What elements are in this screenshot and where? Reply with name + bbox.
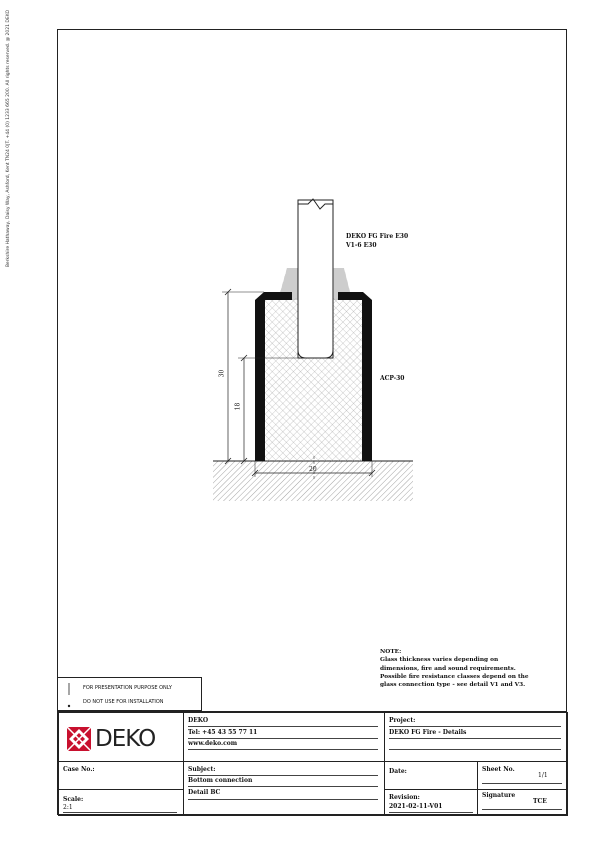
signature-cell <box>477 789 568 816</box>
copyright-side-text: Berkshire Hathaway, Daisy Way, Ashford, Kent TN24 0JT. +44 (0) 1233 665 200. All rights reserved. @ 2021 DEKO <box>6 10 11 268</box>
revision-value: 2021-02-11-V01 <box>389 803 443 810</box>
subject-value-2: Detail BC <box>188 789 221 796</box>
glass-label-2: V1-6 E30 <box>346 242 377 249</box>
project-label: Project: <box>389 717 416 724</box>
note-line-2: dimensions, fire and sound requirements. <box>380 665 516 672</box>
sheet-value: 1/1 <box>538 772 548 779</box>
scale-label: Scale: <box>63 796 84 803</box>
note-title: NOTE: <box>380 649 402 655</box>
glass-bottom <box>298 350 333 358</box>
dim-width-label: 20 <box>309 466 317 473</box>
dim-inner-label: 18 <box>234 402 242 411</box>
note-line-3: Possible fire resistance classes depend on the <box>380 673 529 680</box>
company-web: www.deko.com <box>188 740 238 747</box>
deko-logo-icon <box>67 727 91 751</box>
signature-value: TCE <box>533 798 547 805</box>
warning-marker-icon <box>66 681 72 711</box>
revision-label: Revision: <box>389 794 420 801</box>
dim-height-label: 30 <box>218 369 226 378</box>
profile-label: ACP-30 <box>380 375 405 382</box>
project-value: DEKO FG Fire - Details <box>389 729 467 736</box>
signature-label: Signature <box>482 792 516 799</box>
note-line-1: Glass thickness varies depending on <box>380 657 499 664</box>
scale-cell <box>58 789 184 816</box>
project-cell <box>384 712 568 762</box>
date-cell <box>384 761 478 790</box>
title-block <box>57 711 567 815</box>
revision-cell <box>384 789 478 816</box>
case-label: Case No.: <box>63 766 95 773</box>
company-tel: Tel: +45 43 55 77 11 <box>188 729 258 736</box>
date-label: Date: <box>389 768 407 775</box>
company-name: DEKO <box>188 717 209 724</box>
subject-value-1: Bottom connection <box>188 777 253 784</box>
scale-value: 2:1 <box>63 804 73 811</box>
deko-logo <box>67 726 175 752</box>
warning-box <box>57 677 202 711</box>
subject-label: Subject: <box>188 766 216 773</box>
logo-cell <box>58 712 184 762</box>
subject-cell <box>183 761 385 816</box>
warning-line-2: DO NOT USE FOR INSTALLATION <box>83 699 164 705</box>
sheet-label: Sheet No. <box>482 766 515 773</box>
note-block <box>380 648 570 689</box>
glass-pane <box>298 200 333 358</box>
warning-line-1: FOR PRESENTATION PURPOSE ONLY <box>83 685 172 691</box>
logo-wordmark: DEKO <box>95 726 156 752</box>
sheet-cell <box>477 761 568 790</box>
case-cell <box>58 761 184 790</box>
note-line-4: glass connection type - see detail V1 and V3. <box>380 682 526 689</box>
glass-label-1: DEKO FG Fire E30 <box>346 233 409 240</box>
company-cell <box>183 712 385 762</box>
